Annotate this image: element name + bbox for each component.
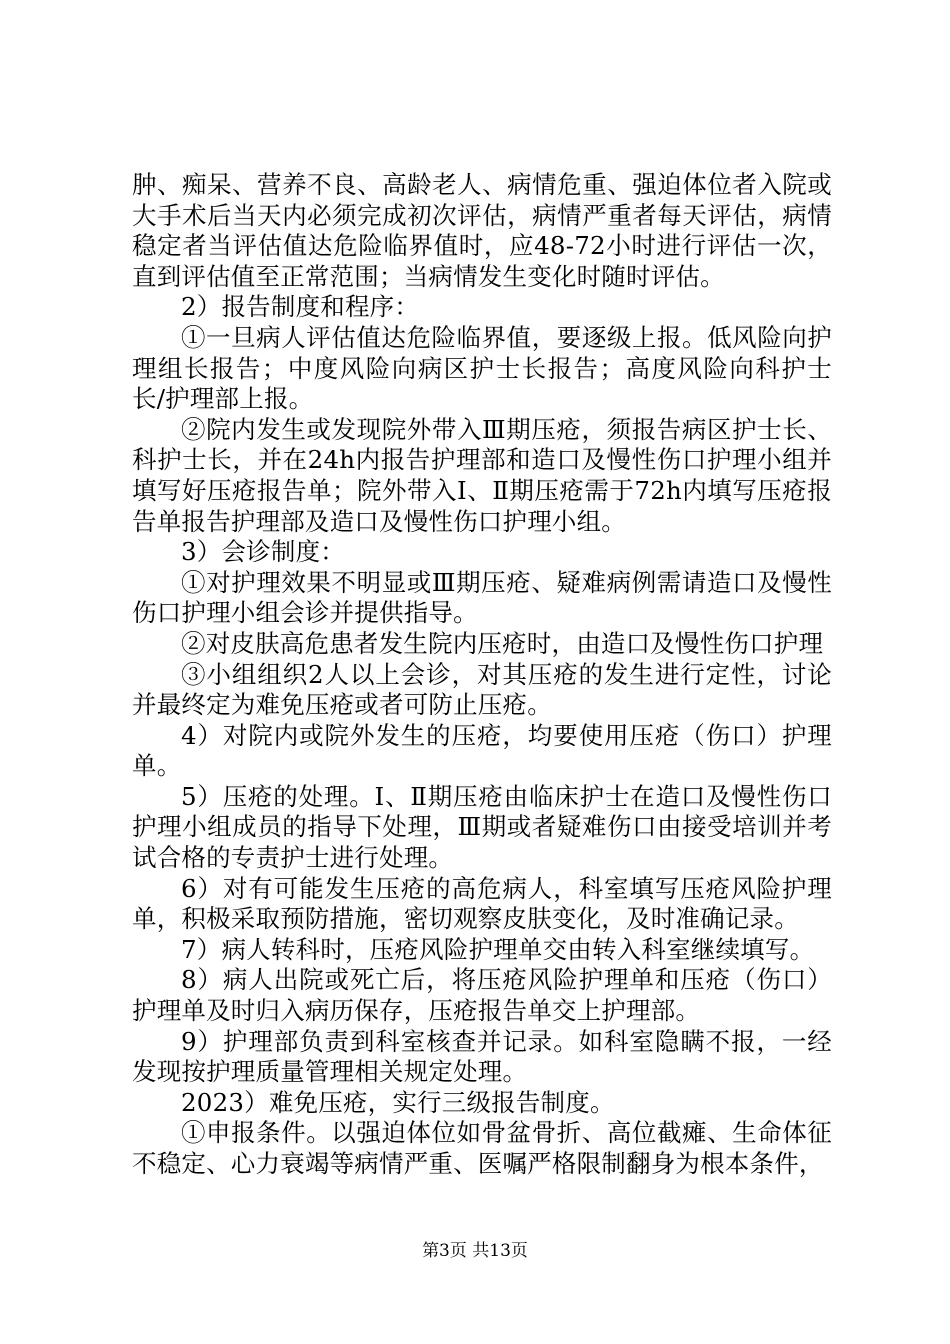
paragraph-consult-item-2: ②对皮肤高危患者发生院内压疮时，由造口及慢性伤口护理	[181, 628, 824, 658]
paragraph-consult-heading: 3）会诊制度：	[181, 537, 345, 567]
document-body	[132, 170, 832, 1180]
paragraph-item-5: 5）压疮的处理。Ⅰ、Ⅱ期压疮由临床护士在造口及慢性伤口护理小组成员的指导下处理，Ⅲ期或者疑难伤口由接受培训并考试合格的专责护士进行处理。	[132, 781, 832, 873]
paragraph-item-8: 8）病人出院或死亡后，将压疮风险护理单和压疮（伤口）护理单及时归入病历保存，压疮报告单交上护理部。	[132, 965, 832, 1026]
paragraph-item-9: 9）护理部负责到科室核查并记录。如科室隐瞒不报，一经发现按护理质量管理相关规定处理。	[132, 1026, 832, 1087]
paragraph-item-6: 6）对有可能发生压疮的高危病人，科室填写压疮风险护理单，积极采取预防措施，密切观察皮肤变化，及时准确记录。	[132, 873, 832, 934]
page-footer: 第3页 共13页	[422, 1241, 528, 1261]
paragraph-assessment-continued: 肿、痴呆、营养不良、高龄老人、病情危重、强迫体位者入院或大手术后当天内必须完成初次评估，病情严重者每天评估，病情稳定者当评估值达危险临界值时，应48-72小时进行评估一次，直到评估值至正常范围；当病情发生变化时随时评估。	[132, 170, 832, 291]
paragraph-apply-condition: ①申报条件。以强迫体位如骨盆骨折、高位截瘫、生命体征不稳定、心力衰竭等病情严重、医嘱严格限制翻身为根本条件，	[132, 1118, 832, 1178]
paragraph-consult-item-1: ①对护理效果不明显或Ⅲ期压疮、疑难病例需请造口及慢性伤口护理小组会诊并提供指导。	[132, 567, 832, 628]
paragraph-item-4: 4）对院内或院外发生的压疮，均要使用压疮（伤口）护理单。	[132, 720, 832, 781]
paragraph-report-item-1: ①一旦病人评估值达危险临界值，要逐级上报。低风险向护理组长报告；中度风险向病区护士长报告；高度风险向科护士长/护理部上报。	[132, 322, 832, 414]
paragraph-item-7: 7）病人转科时，压疮风险护理单交由转入科室继续填写。	[181, 934, 815, 964]
paragraph-report-heading: 2）报告制度和程序：	[181, 292, 420, 322]
paragraph-report-item-2: ②院内发生或发现院外带入Ⅲ期压疮，须报告病区护士长、科护士长，并在24h内报告护理部和造口及慢性伤口护理小组并填写好压疮报告单；院外带入Ⅰ、Ⅱ期压疮需于72h内填写压疮报告单报告护理部及造口及慢性伤口护理小组。	[132, 414, 832, 536]
paragraph-item-2023: 2023）难免压疮，实行三级报告制度。	[181, 1087, 615, 1117]
paragraph-consult-item-3: ③小组组织2人以上会诊，对其压疮的发生进行定性，讨论并最终定为难免压疮或者可防止压疮。	[132, 659, 832, 720]
